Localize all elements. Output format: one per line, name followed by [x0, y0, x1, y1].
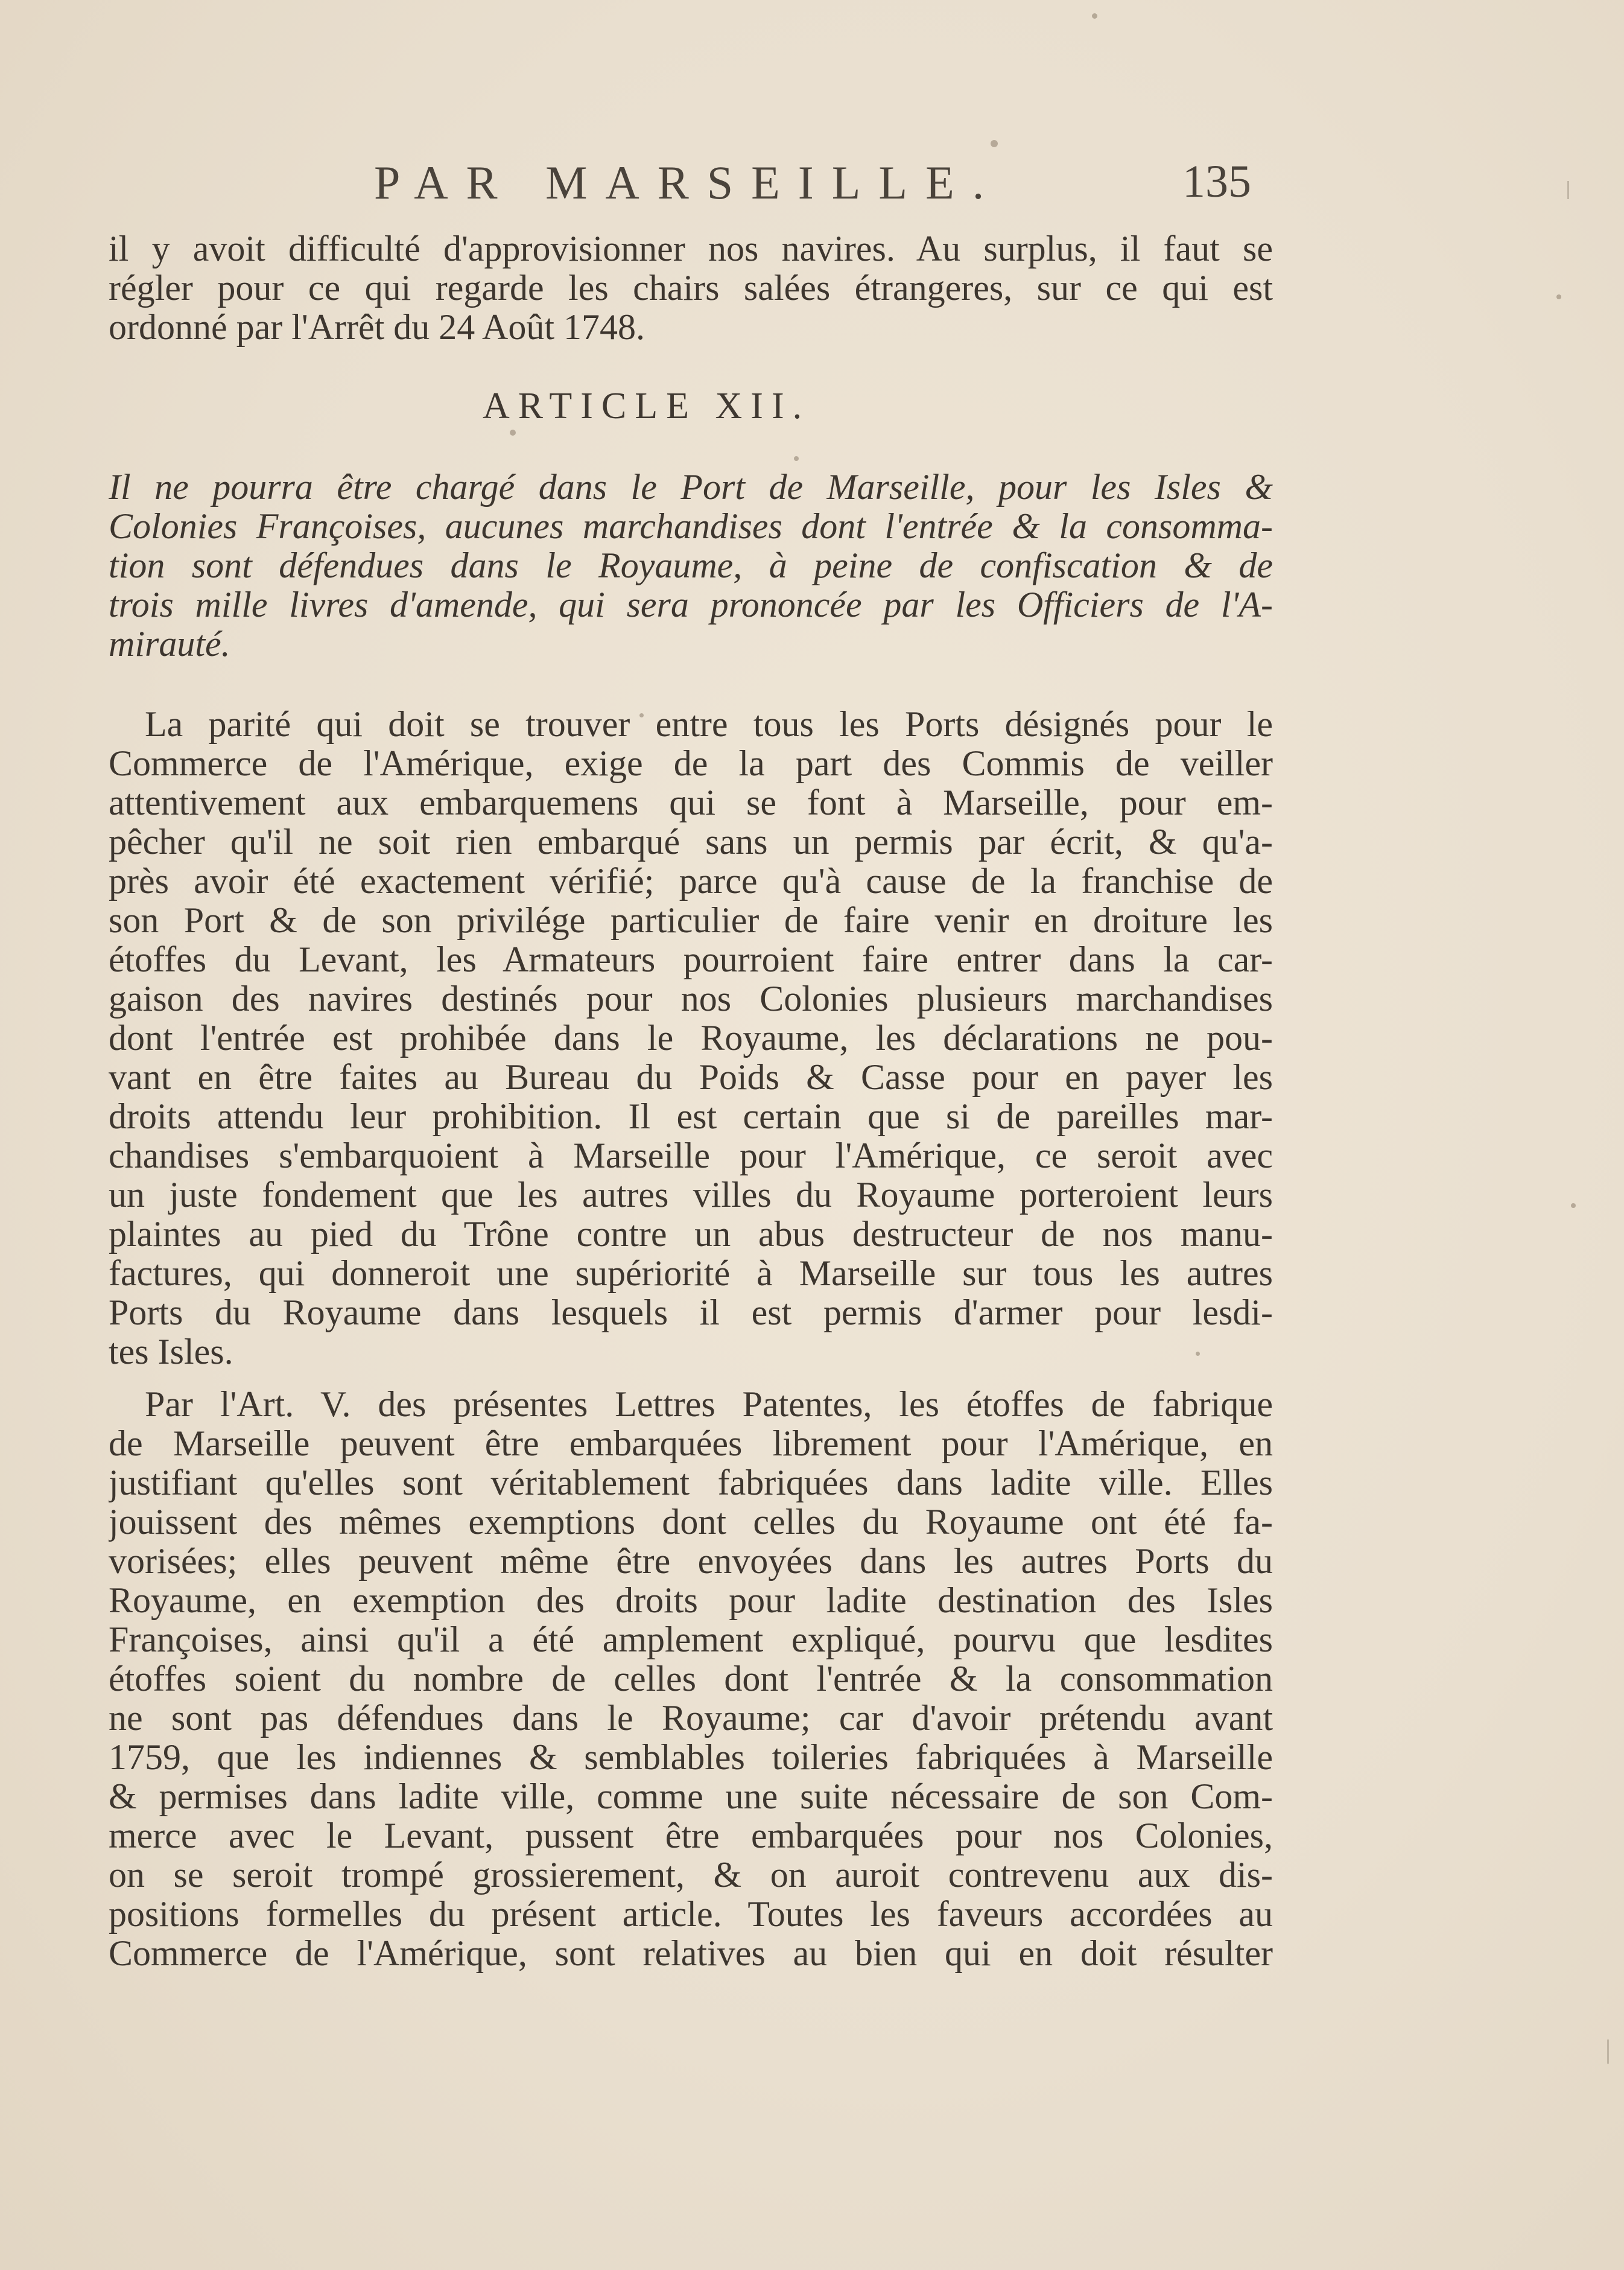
text-line: Par l'Art. V. des présentes Lettres Patentes, les étoffes de fabrique	[145, 1385, 1273, 1424]
page-header	[109, 156, 1251, 222]
text-line: Ports du Royaume dans lesquels il est permis d'armer pour lesdi-	[109, 1293, 1273, 1332]
text-line: ordonné par l'Arrêt du 24 Août 1748.	[109, 308, 645, 347]
article-line: Colonies Françoises, aucunes marchandises dont l'entrée & la consomma-	[109, 507, 1273, 546]
text-line: merce avec le Levant, pussent être embarquées pour nos Colonies,	[109, 1816, 1273, 1855]
article-line: tion sont défendues dans le Royaume, à peine de confiscation & de	[109, 546, 1273, 585]
paper-speck	[1571, 1203, 1576, 1208]
article-text	[109, 468, 1273, 664]
text-line: justifiant qu'elles sont véritablement fabriquées dans ladite ville. Elles	[109, 1463, 1273, 1502]
text-line: factures, qui donneroit une supériorité à Marseille sur tous les autres	[109, 1254, 1273, 1293]
text-line: Royaume, en exemption des droits pour ladite destination des Isles	[109, 1581, 1273, 1620]
text-line: Françoises, ainsi qu'il a été amplement expliqué, pourvu que lesdites	[109, 1620, 1273, 1659]
text-line: attentivement aux embarquemens qui se font à Marseille, pour em-	[109, 783, 1273, 822]
page-number: 135	[1182, 156, 1251, 207]
article-line: mirauté.	[109, 625, 230, 664]
text-line: étoffes du Levant, les Armateurs pourroient faire entrer dans la car-	[109, 940, 1273, 979]
paper-speck	[1556, 294, 1561, 299]
text-line: dont l'entrée est prohibée dans le Royaume, les déclarations ne pou-	[109, 1019, 1273, 1058]
text-line: pêcher qu'il ne soit rien embarqué sans un permis par écrit, & qu'a-	[109, 822, 1273, 862]
running-head: PAR MARSEILLE.	[374, 156, 1003, 209]
text-line: régler pour ce qui regarde les chairs salées étrangeres, sur ce qui est	[109, 269, 1273, 308]
paper-speck	[1092, 13, 1097, 19]
article-line: Il ne pourra être chargé dans le Port de Marseille, pour les Isles &	[109, 468, 1273, 507]
article-heading: ARTICLE XII.	[483, 386, 811, 427]
text-line: & permises dans ladite ville, comme une suite nécessaire de son Com-	[109, 1777, 1273, 1816]
page-edge-mark	[1567, 181, 1569, 199]
paper-speck	[991, 140, 998, 147]
text-line: on se seroit trompé grossierement, & on auroit contrevenu aux dis-	[109, 1855, 1273, 1895]
article-line: trois mille livres d'amende, qui sera prononcée par les Officiers de l'A-	[109, 585, 1273, 625]
paper-speck	[510, 430, 516, 436]
text-line: son Port & de son privilége particulier de faire venir en droiture les	[109, 901, 1273, 940]
text-line: 1759, que les indiennes & semblables toileries fabriquées à Marseille	[109, 1738, 1273, 1777]
text-line: vant en être faites au Bureau du Poids & Casse pour en payer les	[109, 1058, 1273, 1097]
text-line: étoffes soient du nombre de celles dont l'entrée & la consommation	[109, 1659, 1273, 1699]
text-line: jouissent des mêmes exemptions dont celles du Royaume ont été fa-	[109, 1502, 1273, 1542]
text-line: Commerce de l'Amérique, sont relatives au bien qui en doit résulter	[109, 1934, 1273, 1973]
page-edge-mark	[1607, 2040, 1609, 2064]
paper-speck	[794, 456, 799, 461]
text-line: plaintes au pied du Trône contre un abus destructeur de nos manu-	[109, 1215, 1273, 1254]
commentary-paragraph-2	[109, 1385, 1273, 1973]
text-line: de Marseille peuvent être embarquées librement pour l'Amérique, en	[109, 1424, 1273, 1463]
commentary-paragraph-1	[109, 705, 1273, 1372]
text-line: positions formelles du présent article. Toutes les faveurs accordées au	[109, 1895, 1273, 1934]
text-line: chandises s'embarquoient à Marseille pour l'Amérique, ce seroit avec	[109, 1136, 1273, 1175]
text-line: il y avoit difficulté d'approvisionner nos navires. Au surplus, il faut se	[109, 229, 1273, 269]
text-line: gaison des navires destinés pour nos Colonies plusieurs marchandises	[109, 979, 1273, 1019]
text-line: ne sont pas défendues dans le Royaume; car d'avoir prétendu avant	[109, 1699, 1273, 1738]
text-line: Commerce de l'Amérique, exige de la part des Commis de veiller	[109, 744, 1273, 783]
text-line: tes Isles.	[109, 1332, 233, 1372]
text-line: vorisées; elles peuvent même être envoyées dans les autres Ports du	[109, 1542, 1273, 1581]
text-line: La parité qui doit se trouver entre tous les Ports désignés pour le	[145, 705, 1273, 744]
text-line: près avoir été exactement vérifié; parce qu'à cause de la franchise de	[109, 862, 1273, 901]
text-line: un juste fondement que les autres villes du Royaume porteroient leurs	[109, 1175, 1273, 1215]
intro-paragraph	[109, 229, 1273, 347]
text-line: droits attendu leur prohibition. Il est certain que si de pareilles mar-	[109, 1097, 1273, 1136]
